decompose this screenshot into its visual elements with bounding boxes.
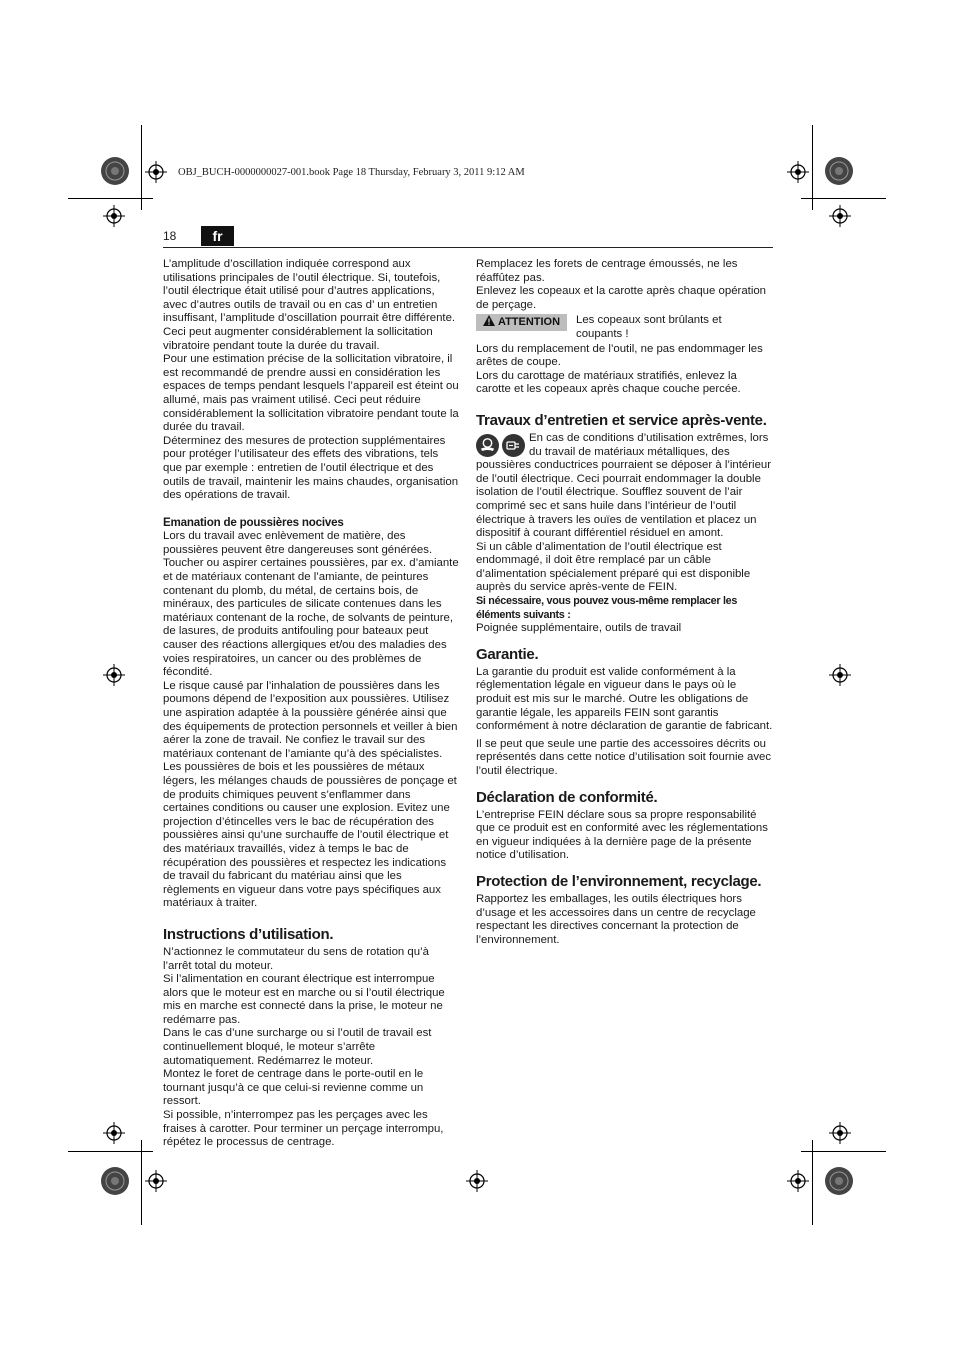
crosshair-icon: [829, 664, 851, 686]
vibration-paragraph-1: L’amplitude d’oscillation indiquée correspond aux utilisations principales de l’outil électrique. Si, toutefois, l’outil électrique était utilisé pour d’autres applications, avec d’autres outils de travail ou en cas d’ un entretien insuffisant, l’amplitude d’oscillation pourrait être différente. Ceci peut augmenter considérablement la sollicitation vibratoire pendant toute la durée du travail.: [163, 258, 456, 352]
replaceable-parts-note: Si nécessaire, vous pouvez vous-même remplacer les éléments suivants :: [476, 595, 738, 621]
warranty-heading: Garantie.: [476, 645, 539, 663]
conformity-heading: Déclaration de conformité.: [476, 788, 658, 806]
page-number: 18: [163, 229, 177, 243]
warranty-paragraph-2: Il se peut que seule une partie des accessoires décrits ou représentés dans cette notice d’utilisation soit fournie avec l’outil électrique.: [476, 737, 772, 777]
instructions-paragraph-3: Dans le cas d’une surcharge ou si l’outil de travail est continuellement bloqué, le moteur s’arrête automatiquement. Redémarrez le moteur.: [163, 1027, 432, 1067]
maintenance-paragraph-1: En cas de conditions d’utilisation extrêmes, lors du travail de matériaux métalliques, des poussières conductrices pourraient se déposer à l’intérieur de l’outil électrique. Ceci pourrait endommager la double isolation de l’outil électrique. Soufflez souvent de l’air comprimé sec et sans huile dans l’intérieur de l’outil électrique à travers les ouïes de ventilation et placez un dispositif à courant différentiel résiduel en amont.: [476, 431, 772, 540]
instructions-paragraph-1: N’actionnez le commutateur du sens de rotation qu’à l’arrêt total du moteur.: [163, 945, 429, 972]
dust-paragraph-4: Les poussières de bois et les poussières de métaux légers, les mélanges chauds de poussières de ponçage et de produits chimiques peuvent s’enflammer dans certaines conditions ou causer une explosion. Evitez une projection d’étincelles vers le bac de récupération des poussières ainsi qu’une surchauffe de l’outil électrique et des matériaux travaillés, videz à temps le bac de récupération des poussières et respectez les indications de travail du fabricant du matériau ainsi que les règlements en vigueur dans votre pays spécifiques aux matériaux à traiter.: [163, 761, 457, 910]
maintenance-icons: [476, 434, 525, 457]
rcd-plug-icon: [502, 434, 525, 457]
instructions-heading: Instructions d’utilisation.: [163, 925, 334, 943]
crop-mark: [68, 198, 153, 199]
dust-heading: Emanation de poussières nocives: [163, 515, 344, 529]
registration-mark-icon: [823, 155, 855, 187]
layered-material-paragraph: Lors du carottage de matériaux stratifiés, enlevez la carotte et les copeaux après chaque couche percée.: [476, 369, 741, 396]
registration-mark-icon: [823, 1165, 855, 1197]
crosshair-icon: [787, 161, 809, 183]
crosshair-icon: [466, 1170, 488, 1192]
environment-heading: Protection de l’environnement, recyclage.: [476, 872, 762, 890]
dust-paragraph-3: Le risque causé par l’inhalation de poussières dans les poumons dépend de l’exposition aux poussières. Utilisez une aspiration adaptée à la poussière générée ainsi que des équipements de protection personnels et veiller à bien aérer la zone de travail. Ne confiez le travail sur des matériaux contenant de l’amiante qu’à des spécialistes.: [163, 679, 458, 760]
environment-paragraph: Rapportez les emballages, les outils électriques hors d’usage et les accessoires dans un centre de recyclage respectant les directives concernant la protection de l’environnement.: [476, 892, 756, 946]
crop-mark: [141, 1140, 142, 1225]
vibration-paragraph-2: Pour une estimation précise de la sollicitation vibratoire, il est recommandé de prendre aussi en considération les espaces de temps pendant lesquels l’appareil est éteint ou allumé, mais pas vraiment utilisé. Ceci peut réduire considérablement la sollicitation vibratoire pendant toute la durée du travail.: [163, 353, 459, 434]
left-column: [163, 258, 459, 1150]
instructions-paragraph-4: Montez le foret de centrage dans le porte-outil en le tournant jusqu’à ce que celui-si revienne comme un ressort.: [163, 1068, 424, 1108]
maintenance-heading: Travaux d’entretien et service après-vente.: [476, 411, 767, 429]
crosshair-icon: [145, 1170, 167, 1192]
crop-mark: [801, 198, 886, 199]
eye-protection-icon: [476, 434, 499, 457]
attention-badge: [476, 314, 567, 331]
chips-paragraph: Enlevez les copeaux et la carotte après chaque opération de perçage.: [476, 285, 767, 311]
crosshair-icon: [103, 1122, 125, 1144]
attention-notice: [476, 314, 773, 341]
tool-change-paragraph: Lors du remplacement de l’outil, ne pas endommager les arêtes de coupe.: [476, 342, 763, 369]
instructions-paragraph-5: Si possible, n’interrompez pas les perçages avec les fraises à carotter. Pour terminer un perçage interrompu, répétez le processus de centrage.: [163, 1109, 444, 1149]
language-badge: fr: [201, 226, 234, 246]
header-rule: [163, 247, 773, 248]
attention-text: Les copeaux sont brûlants et coupants !: [576, 314, 722, 340]
replaceable-parts-list: Poignée supplémentaire, outils de travail: [476, 622, 682, 635]
registration-mark-icon: [99, 155, 131, 187]
registration-mark-icon: [99, 1165, 131, 1197]
crosshair-icon: [829, 1122, 851, 1144]
instructions-paragraph-2: Si l’alimentation en courant électrique est interrompue alors que le moteur est en marche ou si l’outil électrique mis en marche est connecté dans la prise, le moteur ne redémarre pas.: [163, 973, 445, 1026]
crosshair-icon: [145, 161, 167, 183]
crop-mark: [812, 1140, 813, 1225]
dust-paragraph-2: Toucher ou aspirer certaines poussières, par ex. d’amiante et de matériaux contenant de l’amiante, de peintures contenant du plomb, du métal, de certains bois, de minéraux, des particules de silicate contenues dans les matériaux contenant de la roche, de solvants de peinture, de lasures, de produits antifouling pour bateaux peut causer des réactions allergiques et/ou des maladies des voies respiratoires, un cancer ou des problèmes de fécondité.: [163, 557, 459, 679]
crosshair-icon: [103, 664, 125, 686]
print-info: OBJ_BUCH-0000000027-001.book Page 18 Thursday, February 3, 2011 9:12 AM: [178, 167, 525, 178]
warning-triangle-icon: [483, 315, 495, 331]
right-column: [476, 258, 773, 947]
attention-label: ATTENTION: [497, 316, 561, 329]
crosshair-icon: [787, 1170, 809, 1192]
centering-drill-paragraph: Remplacez les forets de centrage émoussés, ne les réaffûtez pas.: [476, 258, 738, 284]
dust-paragraph-1: Lors du travail avec enlèvement de matière, des poussières peuvent être dangereuses sont générées.: [163, 530, 433, 556]
crosshair-icon: [103, 205, 125, 227]
vibration-paragraph-3: Déterminez des mesures de protection supplémentaires pour protéger l’utilisateur des effets des vibrations, tels que par exemple : entretien de l’outil électrique et des outils de travail, maintenir les mains chaudes, organisation des opérations de travail.: [163, 434, 459, 502]
crosshair-icon: [829, 205, 851, 227]
crop-mark: [801, 1151, 886, 1152]
conformity-paragraph: L’entreprise FEIN déclare sous sa propre responsabilité que ce produit est en conformité avec les réglementations en vigueur indiquées à la dernière page de la présente notice d’utilisation.: [476, 808, 768, 862]
maintenance-paragraph-2: Si un câble d’alimentation de l’outil électrique est endommagé, il doit être remplacé par un câble d’alimentation spécialement préparé qui est disponible auprès du service après-vente de FEIN.: [476, 540, 751, 594]
crop-mark: [68, 1151, 153, 1152]
warranty-paragraph-1: La garantie du produit est valide conformément à la réglementation légale en vigueur dans le pays où le produit est mis sur le marché. Outre les obligations de garantie légale, les appareils FEIN sont garantis conformément à notre déclaration de garantie de fabricant.: [476, 665, 773, 733]
